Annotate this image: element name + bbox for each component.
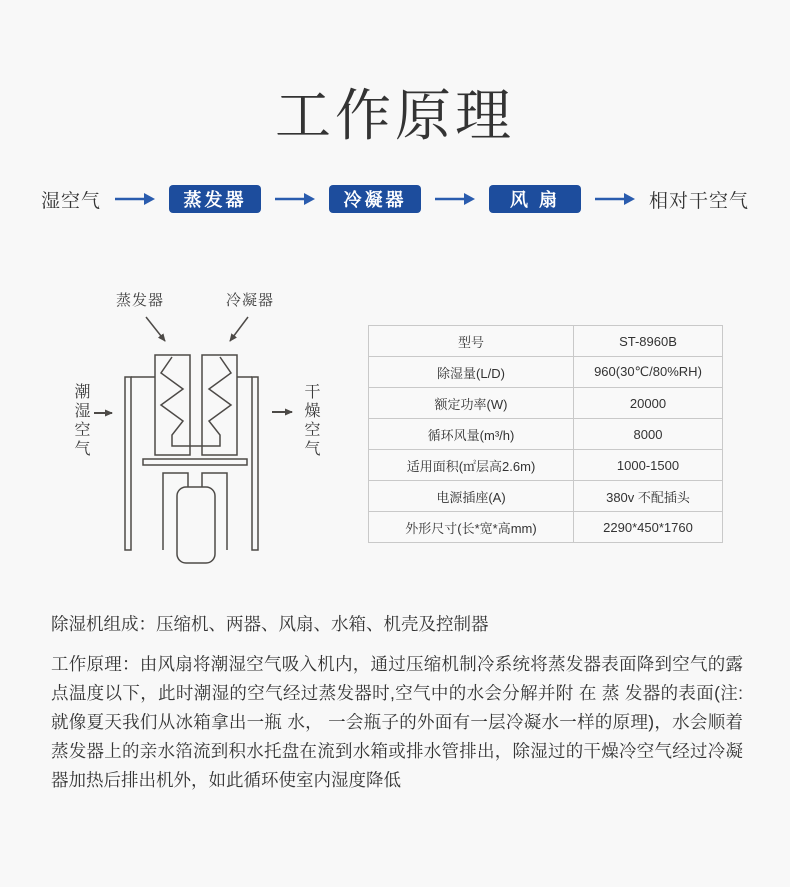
spec-value-cell: 1000-1500	[574, 450, 723, 481]
humid-air-label: 潮湿空气	[72, 383, 89, 459]
table-row	[369, 357, 723, 388]
table-row	[369, 419, 723, 450]
flow-step-fan: 风 扇	[489, 185, 581, 213]
process-flow	[0, 184, 790, 214]
flow-step-condenser: 冷凝器	[329, 185, 421, 213]
right-arrow-icon	[595, 192, 635, 206]
right-arrow-icon	[435, 192, 475, 206]
spec-value-cell: 2290*450*1760	[574, 512, 723, 543]
spec-label-cell: 电源插座(A)	[369, 481, 574, 512]
schematic-drawing-icon	[50, 283, 330, 578]
right-arrow-icon	[115, 192, 155, 206]
spec-value-cell: 20000	[574, 388, 723, 419]
flow-step-evaporator: 蒸发器	[169, 185, 261, 213]
spec-value-cell: 380v 不配插头	[574, 481, 723, 512]
dry-air-label: 干燥空气	[302, 383, 319, 459]
flow-input-label: 湿空气	[40, 190, 101, 212]
condenser-label: 冷凝器	[225, 292, 274, 309]
flow-output-label: 相对干空气	[649, 190, 750, 212]
spec-value-cell: 960(30℃/80%RH)	[574, 357, 723, 388]
page-title: 工作原理	[275, 84, 515, 147]
spec-table	[368, 325, 723, 543]
table-row	[369, 512, 723, 543]
spec-label-cell: 型号	[369, 326, 574, 357]
table-row	[369, 388, 723, 419]
spec-label-cell: 循环风量(m³/h)	[369, 419, 574, 450]
spec-label-cell: 适用面积(㎡层高2.6m)	[369, 450, 574, 481]
spec-label-cell: 除湿量(L/D)	[369, 357, 574, 388]
right-arrow-icon	[275, 192, 315, 206]
evaporator-label: 蒸发器	[115, 292, 164, 309]
spec-value-cell: 8000	[574, 419, 723, 450]
spec-value-cell: ST-8960B	[574, 326, 723, 357]
dehumidifier-schematic	[50, 283, 330, 578]
working-principle-text: 工作原理：由风扇将潮湿空气吸入机内，通过压缩机制冷系统将蒸发器表面降到空气的露点温度以下，此时潮湿的空气经过蒸发器时,空气中的水会分解并附 在 蒸 发器的表面(注:就像夏天我们从冰箱拿出一瓶 水， 一会瓶子的外面有一层冷凝水一样的原理)，水会顺着蒸发器上的亲水箔流到积水托盘在流到水箱或排水管排出，除湿过的干燥冷空气经过冷凝器加热后排出机外，如此循环使室内湿度降低	[51, 654, 743, 790]
spec-label-cell: 额定功率(W)	[369, 388, 574, 419]
table-row	[369, 450, 723, 481]
spec-label-cell: 外形尺寸(长*宽*高mm)	[369, 512, 574, 543]
composition-text: 除湿机组成：压缩机、两器、风扇、水箱、机壳及控制器	[51, 614, 489, 634]
table-row	[369, 326, 723, 357]
table-row	[369, 481, 723, 512]
